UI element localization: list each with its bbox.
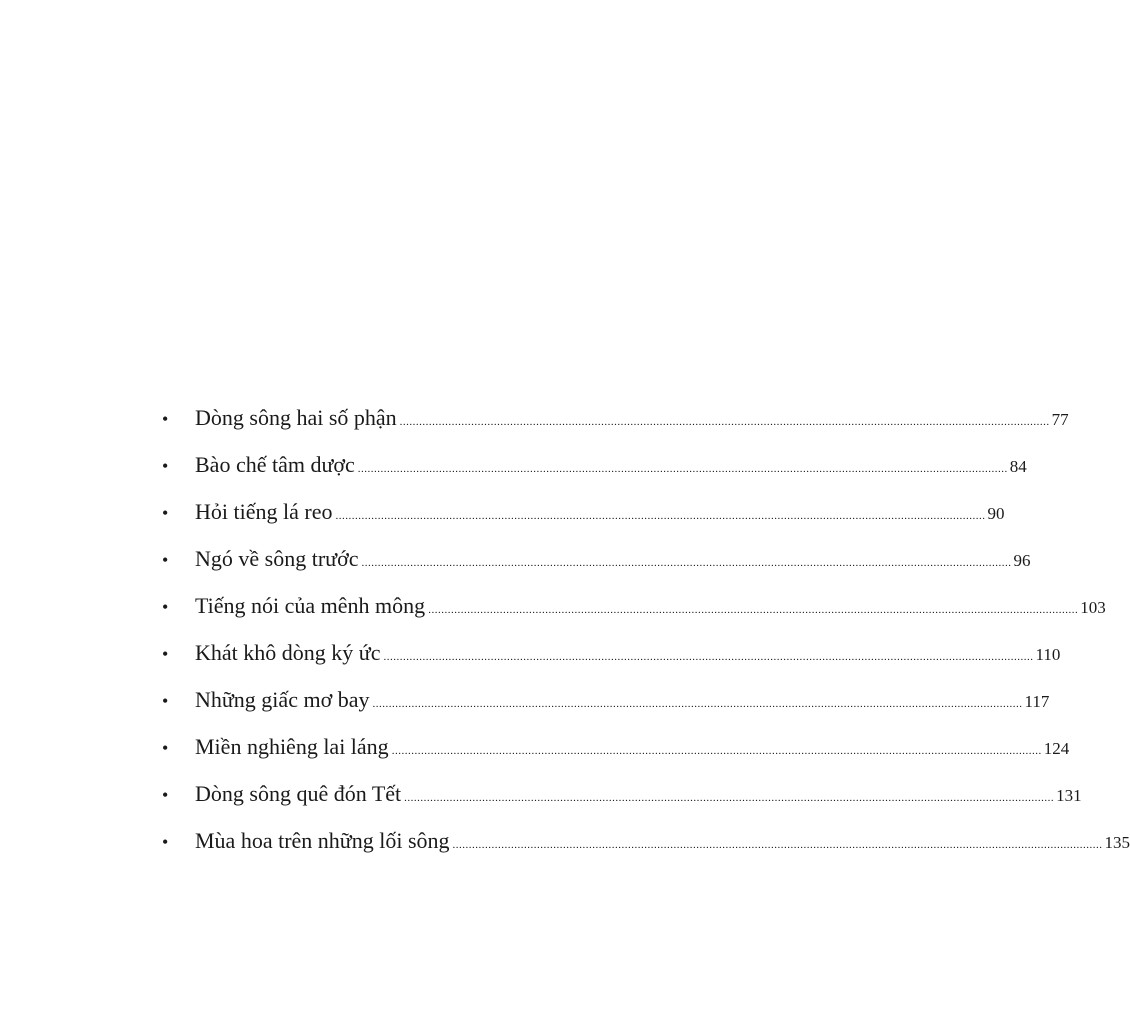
table-of-contents (160, 399, 1130, 869)
toc-entry-title: Dòng sông hai số phận (195, 405, 397, 430)
toc-entry-title: Ngó về sông trước (195, 546, 359, 571)
toc-entry (160, 399, 1069, 446)
toc-entry (160, 728, 1070, 775)
toc-entry (160, 775, 1082, 822)
toc-entry-page: 77 (1051, 410, 1069, 429)
bullet-icon: • (162, 738, 169, 758)
toc-entry (160, 822, 1130, 869)
toc-entry-page: 131 (1056, 786, 1082, 805)
toc-entry-page: 103 (1080, 598, 1106, 617)
toc-entry-title: Hỏi tiếng lá reo (195, 499, 333, 524)
dot-leader: ........................................................................................................................................................................................................ (452, 839, 1103, 851)
dot-leader: ........................................................................................................................................................................................................ (361, 557, 1012, 569)
dot-leader: ........................................................................................................................................................................................................ (428, 604, 1079, 616)
bullet-icon: • (162, 503, 169, 523)
toc-entry-title: Những giấc mơ bay (195, 687, 370, 712)
toc-entry-page: 117 (1024, 692, 1050, 711)
toc-entry (160, 493, 1005, 540)
bullet-icon: • (162, 550, 169, 570)
dot-leader: ........................................................................................................................................................................................................ (391, 745, 1042, 757)
toc-entry-page: 124 (1043, 739, 1070, 758)
toc-entry (160, 634, 1061, 681)
dot-leader: ........................................................................................................................................................................................................ (383, 651, 1034, 663)
toc-entry (160, 446, 1027, 493)
toc-entry-title: Bào chế tâm dược (195, 452, 355, 477)
toc-entry-title: Dòng sông quê đón Tết (195, 781, 402, 806)
bullet-icon: • (162, 832, 169, 852)
toc-entry (160, 540, 1031, 587)
toc-entry (160, 681, 1050, 728)
dot-leader: ........................................................................................................................................................................................................ (399, 416, 1050, 428)
bullet-icon: • (162, 691, 169, 711)
toc-entry-page: 84 (1009, 457, 1027, 476)
bullet-icon: • (162, 456, 169, 476)
bullet-icon: • (162, 409, 169, 429)
toc-entry-page: 90 (987, 504, 1005, 523)
toc-entry-title: Khát khô dòng ký ức (195, 640, 381, 665)
toc-entry-title: Tiếng nói của mênh mông (195, 593, 426, 618)
toc-entry-page: 135 (1104, 833, 1130, 852)
dot-leader: ........................................................................................................................................................................................................ (357, 463, 1008, 475)
bullet-icon: • (162, 785, 169, 805)
dot-leader: ........................................................................................................................................................................................................ (335, 510, 986, 522)
bullet-icon: • (162, 644, 169, 664)
toc-entry (160, 587, 1106, 634)
toc-entry-title: Miền nghiêng lai láng (195, 734, 389, 759)
dot-leader: ........................................................................................................................................................................................................ (372, 698, 1023, 710)
toc-entry-page: 110 (1035, 645, 1061, 664)
dot-leader: ........................................................................................................................................................................................................ (404, 792, 1055, 804)
toc-entry-page: 96 (1013, 551, 1031, 570)
bullet-icon: • (162, 597, 169, 617)
toc-entry-title: Mùa hoa trên những lối sông (195, 828, 450, 853)
